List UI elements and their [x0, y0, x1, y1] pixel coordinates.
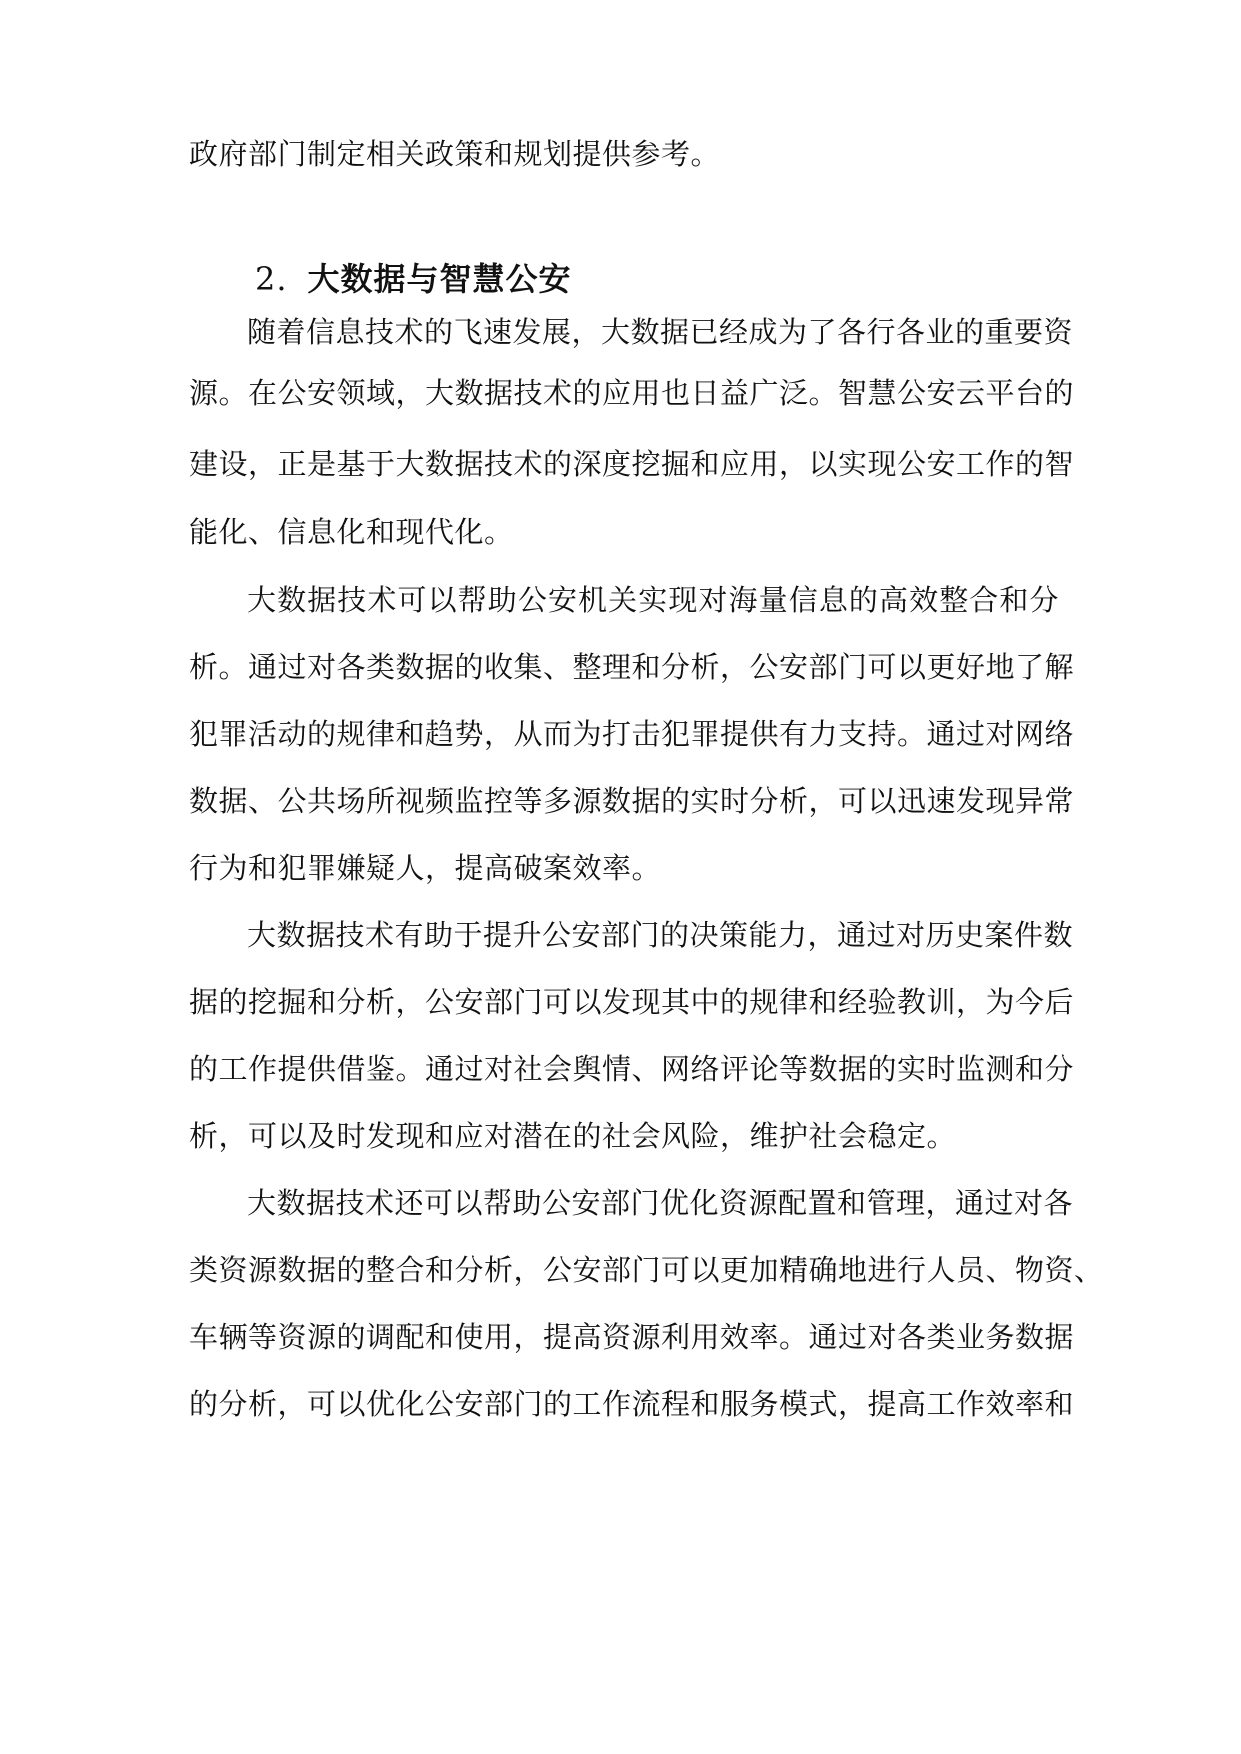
paragraph-3-line-3: 的工作提供借鉴。通过对社会舆情、网络评论等数据的实时监测和分	[189, 1052, 1075, 1086]
paragraph-3-line-2: 据的挖掘和分析，公安部门可以发现其中的规律和经验教训，为今后	[189, 985, 1075, 1019]
paragraph-2-line-3: 犯罪活动的规律和趋势，从而为打击犯罪提供有力支持。通过对网络	[189, 717, 1075, 751]
paragraph-1-line-4: 能化、信息化和现代化。	[189, 515, 514, 549]
paragraph-1-line-3: 建设，正是基于大数据技术的深度挖掘和应用，以实现公安工作的智	[189, 447, 1075, 481]
paragraph-1-line-2: 源。在公安领域，大数据技术的应用也日益广泛。智慧公安云平台的	[189, 376, 1075, 410]
paragraph-1-line-1: 随着信息技术的飞速发展，大数据已经成为了各行各业的重要资	[247, 315, 1074, 349]
paragraph-4-line-1: 大数据技术还可以帮助公安部门优化资源配置和管理，通过对各	[247, 1186, 1074, 1220]
paragraph-4-line-3: 车辆等资源的调配和使用，提高资源利用效率。通过对各类业务数据	[189, 1320, 1075, 1354]
continuation-line: 政府部门制定相关政策和规划提供参考。	[189, 137, 721, 171]
paragraph-2-line-4: 数据、公共场所视频监控等多源数据的实时分析，可以迅速发现异常	[189, 784, 1075, 818]
paragraph-4-line-2: 类资源数据的整合和分析，公安部门可以更加精确地进行人员、物资、	[189, 1253, 1104, 1287]
section-heading	[255, 257, 572, 301]
paragraph-4-line-4: 的分析，可以优化公安部门的工作流程和服务模式，提高工作效率和	[189, 1387, 1075, 1421]
paragraph-2-line-2: 析。通过对各类数据的收集、整理和分析，公安部门可以更好地了解	[189, 650, 1075, 684]
section-number: 2.	[255, 260, 288, 298]
paragraph-2-line-5: 行为和犯罪嫌疑人，提高破案效率。	[189, 851, 662, 885]
section-title: 大数据与智慧公安	[307, 260, 572, 298]
paragraph-2-line-1: 大数据技术可以帮助公安机关实现对海量信息的高效整合和分	[247, 583, 1059, 617]
paragraph-3-line-4: 析，可以及时发现和应对潜在的社会风险，维护社会稳定。	[189, 1119, 957, 1153]
paragraph-3-line-1: 大数据技术有助于提升公安部门的决策能力，通过对历史案件数	[247, 918, 1074, 952]
